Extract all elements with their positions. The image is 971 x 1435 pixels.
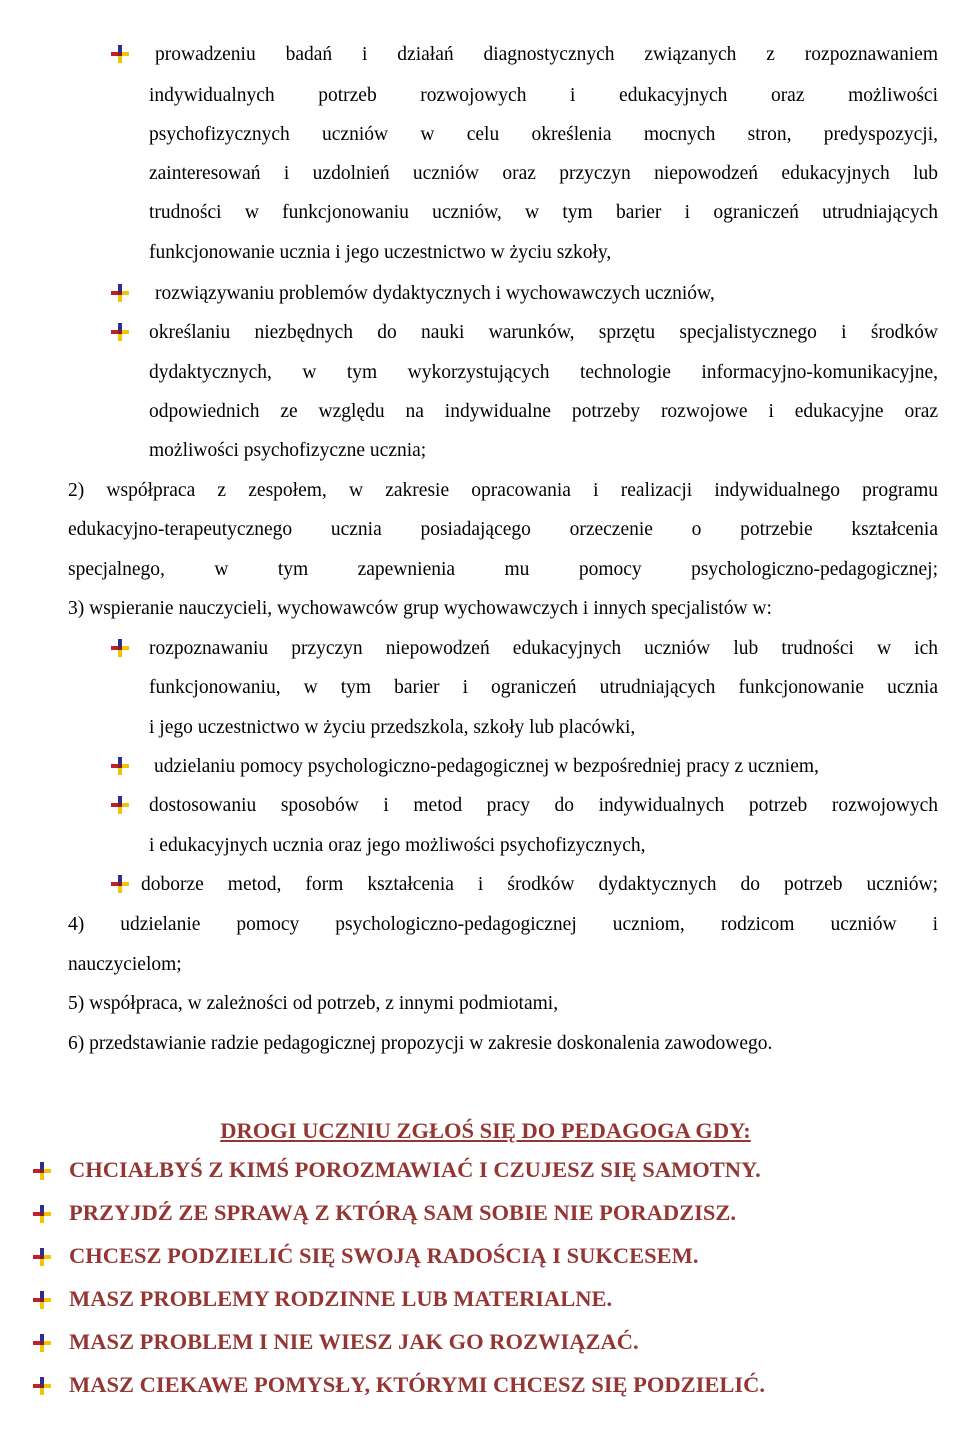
notice-item: CHCIAŁBYŚ Z KIMŚ POROZMAWIAĆ I CZUJESZ SIĘ SAMOTNY.: [69, 1157, 761, 1182]
list-item-line: odpowiednich ze względu na indywidualne potrzeby rozwojowe i edukacyjne oraz: [149, 401, 938, 422]
list-item-line: rozwiązywaniu problemów dydaktycznych i wychowawczych uczniów,: [155, 283, 715, 304]
plus-bullet-icon: [32, 1204, 52, 1224]
list-item-line: zainteresowań i uzdolnień uczniów oraz przyczyn niepowodzeń edukacyjnych lub: [149, 163, 938, 184]
list-item-line: i edukacyjnych ucznia oraz jego możliwości psychofizycznych,: [149, 835, 646, 856]
paragraph-line: 6) przedstawianie radzie pedagogicznej propozycji w zakresie doskonalenia zawodowego.: [68, 1033, 773, 1054]
plus-bullet-icon: [32, 1290, 52, 1310]
list-item-line: doborze metod, form kształcenia i środków dydaktycznych do potrzeb uczniów;: [141, 874, 938, 895]
plus-bullet-icon: [32, 1333, 52, 1353]
list-item-line: funkcjonowaniu, w tym barier i ograniczeń utrudniających funkcjonowanie ucznia: [149, 677, 938, 698]
notice-item: MASZ PROBLEM I NIE WIESZ JAK GO ROZWIĄZAĆ.: [69, 1329, 639, 1354]
list-item-line: udzielaniu pomocy psychologiczno-pedagogicznej w bezpośredniej pracy z uczniem,: [154, 756, 819, 777]
plus-bullet-icon: [110, 283, 130, 303]
paragraph-line: nauczycielom;: [68, 954, 182, 975]
plus-bullet-icon: [110, 795, 130, 815]
paragraph-line: 4) udzielanie pomocy psychologiczno-pedagogicznej uczniom, rodzicom uczniów i: [68, 914, 938, 935]
notice-item: CHCESZ PODZIELIĆ SIĘ SWOJĄ RADOŚCIĄ I SUKCESEM.: [69, 1243, 699, 1268]
list-item-line: indywidualnych potrzeb rozwojowych i edukacyjnych oraz możliwości: [149, 85, 938, 106]
plus-bullet-icon: [110, 756, 130, 776]
list-item-line: rozpoznawaniu przyczyn niepowodzeń edukacyjnych uczniów lub trudności w ich: [149, 638, 938, 659]
list-item-line: dydaktycznych, w tym wykorzystujących technologie informacyjno-komunikacyjne,: [149, 362, 938, 383]
plus-bullet-icon: [32, 1161, 52, 1181]
list-item-line: i jego uczestnictwo w życiu przedszkola, szkoły lub placówki,: [149, 717, 636, 738]
notice-item: MASZ CIEKAWE POMYSŁY, KTÓRYMI CHCESZ SIĘ PODZIELIĆ.: [69, 1372, 766, 1397]
paragraph-line: edukacyjno-terapeutycznego ucznia posiadającego orzeczenie o potrzebie kształcenia: [68, 519, 938, 540]
list-item-line: trudności w funkcjonowaniu uczniów, w tym barier i ograniczeń utrudniających: [149, 202, 938, 223]
paragraph-line: specjalnego, w tym zapewnienia mu pomocy psychologiczno-pedagogicznej;: [68, 559, 938, 580]
plus-bullet-icon: [110, 874, 130, 894]
paragraph-line: 5) współpraca, w zależności od potrzeb, z innymi podmiotami,: [68, 993, 559, 1014]
plus-bullet-icon: [110, 322, 130, 342]
notice-item: PRZYJDŹ ZE SPRAWĄ Z KTÓRĄ SAM SOBIE NIE PORADZISZ.: [69, 1200, 736, 1225]
notice-item: MASZ PROBLEMY RODZINNE LUB MATERIALNE.: [69, 1286, 613, 1311]
list-item-line: prowadzeniu badań i działań diagnostycznych związanych z rozpoznawaniem: [155, 44, 938, 65]
list-item-line: psychofizycznych uczniów w celu określenia mocnych stron, predyspozycji,: [149, 124, 938, 145]
plus-bullet-icon: [32, 1247, 52, 1267]
list-item-line: możliwości psychofizyczne ucznia;: [149, 440, 427, 461]
list-item-line: funkcjonowanie ucznia i jego uczestnictwo w życiu szkoły,: [149, 242, 612, 263]
plus-bullet-icon: [110, 638, 130, 658]
plus-bullet-icon: [32, 1376, 52, 1396]
list-item-line: dostosowaniu sposobów i metod pracy do indywidualnych potrzeb rozwojowych: [149, 795, 938, 816]
notice-title: DROGI UCZNIU ZGŁOŚ SIĘ DO PEDAGOGA GDY:: [220, 1118, 751, 1143]
plus-bullet-icon: [110, 44, 130, 64]
paragraph-line: 2) współpraca z zespołem, w zakresie opracowania i realizacji indywidualnego programu: [68, 480, 938, 501]
list-item-line: określaniu niezbędnych do nauki warunków, sprzętu specjalistycznego i środków: [149, 322, 938, 343]
paragraph-line: 3) wspieranie nauczycieli, wychowawców grup wychowawczych i innych specjalistów w:: [68, 598, 772, 619]
